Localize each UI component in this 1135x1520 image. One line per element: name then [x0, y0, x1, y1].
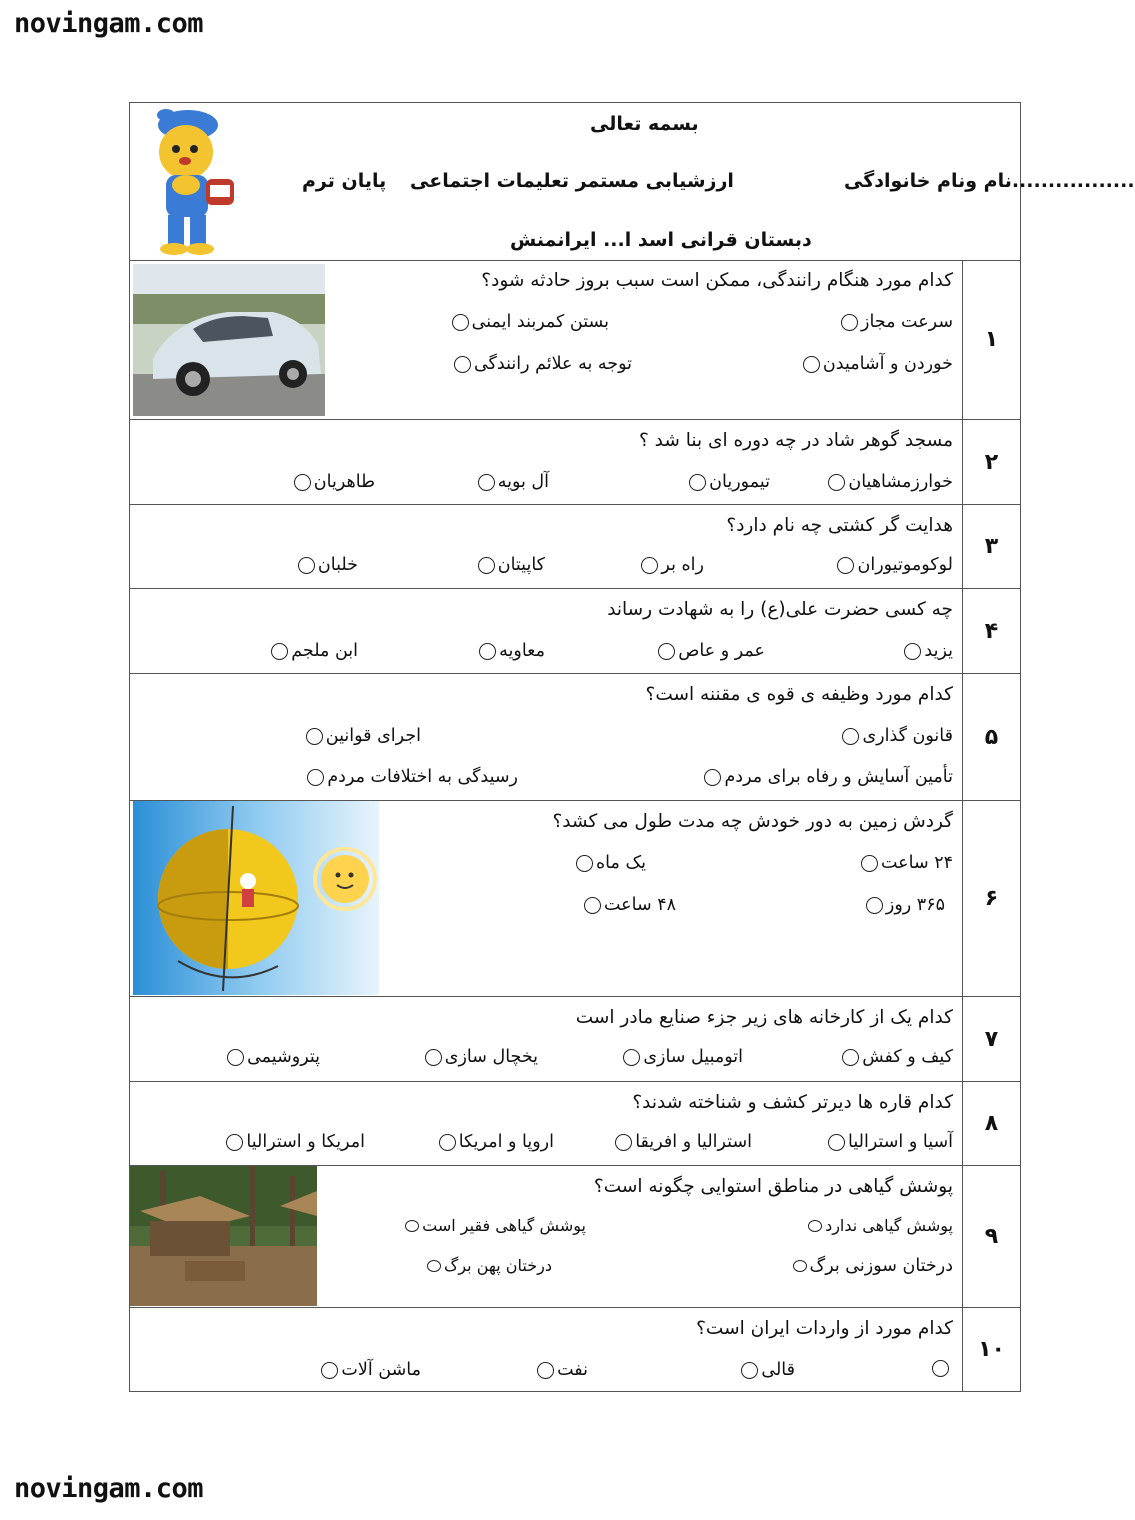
option-label: نفت — [557, 1360, 588, 1380]
option-label: پوشش گیاهی ندارد — [825, 1216, 953, 1235]
option-label: یخچال سازی — [444, 1047, 538, 1067]
option-7d[interactable] — [227, 1047, 320, 1067]
mascot-illustration — [136, 107, 244, 257]
option-5b[interactable] — [306, 726, 421, 746]
option-label: ماشن آلات — [341, 1360, 421, 1380]
option-label: قالی — [761, 1360, 795, 1380]
option-10b[interactable] — [741, 1360, 795, 1380]
option-label: ابن ملجم — [291, 641, 358, 661]
option-label: خوردن و آشامیدن — [822, 354, 953, 374]
answer-circle-icon[interactable] — [226, 1134, 243, 1151]
option-label: ۲۴ ساعت — [881, 853, 953, 873]
question-number: ۱ — [962, 260, 1020, 419]
question-row-7 — [130, 997, 1020, 1082]
answer-circle-icon[interactable] — [842, 728, 859, 745]
option-label: ۴۸ ساعت — [604, 895, 676, 915]
watermark-bottom: novingam.com — [14, 1473, 204, 1504]
option-7c[interactable] — [425, 1047, 538, 1067]
option-10c[interactable] — [537, 1360, 588, 1380]
question-text: پوشش گیاهی در مناطق استوایی چگونه است؟ — [593, 1176, 953, 1197]
answer-circle-icon[interactable] — [623, 1049, 640, 1066]
answer-circle-icon[interactable] — [658, 643, 675, 660]
answer-circle-icon[interactable] — [841, 314, 858, 331]
option-label: درختان پهن برگ — [444, 1256, 552, 1275]
option-label: قانون گذاری — [862, 726, 953, 746]
option-label: توجه به علائم رانندگی — [473, 354, 632, 374]
option-label: استرالیا و افریقا — [635, 1132, 752, 1152]
option-label: آل بویه — [497, 472, 549, 492]
option-label: اروپا و امریکا — [458, 1132, 554, 1152]
answer-circle-icon[interactable] — [641, 557, 658, 574]
question-text: کدام مورد وظیفه ی قوه ی مقننه است؟ — [645, 684, 953, 705]
option-4b[interactable] — [658, 641, 765, 661]
answer-circle-icon[interactable] — [271, 643, 288, 660]
answer-circle-icon[interactable] — [689, 474, 706, 491]
answer-circle-icon[interactable] — [837, 557, 854, 574]
option-label: اجرای قوانین — [325, 726, 421, 746]
answer-circle-icon[interactable] — [576, 855, 593, 872]
option-label: رسیدگی به اختلافات مردم — [327, 767, 518, 787]
option-label: لوکوموتیوران — [857, 555, 953, 575]
question-number: ۶ — [962, 801, 1020, 996]
question-row-8 — [130, 1082, 1020, 1166]
answer-circle-icon[interactable] — [828, 1134, 845, 1151]
option-8d[interactable] — [226, 1132, 365, 1152]
exam-subject: ارزشیابی مستمر تعلیمات اجتماعی — [410, 170, 734, 192]
question-text: کدام مورد هنگام رانندگی، ممکن است سبب بروز حادثه شود؟ — [481, 270, 953, 291]
question-number: ۸ — [962, 1082, 1020, 1165]
answer-circle-icon[interactable] — [425, 1049, 442, 1066]
option-9a[interactable] — [808, 1216, 953, 1235]
tropical-village-image — [130, 1166, 317, 1306]
option-6b[interactable] — [576, 853, 646, 873]
option-label: آسیا و استرالیا — [848, 1132, 953, 1152]
answer-circle-icon[interactable] — [704, 769, 721, 786]
option-label: بستن کمربند ایمنی — [471, 312, 609, 332]
option-3d[interactable] — [298, 555, 358, 575]
answer-circle-icon[interactable] — [478, 474, 495, 491]
earth-rotation-image — [133, 801, 379, 995]
question-row-10 — [130, 1308, 1020, 1391]
option-5d[interactable] — [307, 767, 518, 787]
option-label: خوارزمشاهیان — [848, 472, 953, 492]
answer-circle-icon[interactable] — [405, 1220, 419, 1232]
question-number: ۴ — [962, 589, 1020, 673]
option-2b[interactable] — [689, 472, 770, 492]
option-7b[interactable] — [623, 1047, 743, 1067]
question-number: ۳ — [962, 505, 1020, 588]
question-text: چه کسی حضرت علی(ع) را به شهادت رساند — [607, 599, 953, 620]
exam-header — [130, 103, 1135, 261]
option-6c[interactable] — [866, 895, 945, 915]
option-1b[interactable] — [452, 312, 609, 332]
option-label: درختان سوزنی برگ — [809, 1256, 953, 1276]
answer-circle-icon[interactable] — [904, 643, 921, 660]
option-5a[interactable] — [842, 726, 953, 746]
answer-circle-icon[interactable] — [298, 557, 315, 574]
answer-circle-icon[interactable] — [227, 1049, 244, 1066]
option-6d[interactable] — [584, 895, 676, 915]
option-label: امریکا و استرالیا — [246, 1132, 365, 1152]
option-label: پتروشیمی — [247, 1047, 320, 1067]
option-4d[interactable] — [271, 641, 358, 661]
option-9b[interactable] — [405, 1216, 586, 1235]
question-text: هدایت گر کشتی چه نام دارد؟ — [726, 515, 953, 536]
school-name: دبستان قرانی اسد ا... ایرانمنش — [510, 229, 812, 251]
option-8a[interactable] — [828, 1132, 953, 1152]
option-label: ۳۶۵ روز — [885, 895, 945, 915]
option-3b[interactable] — [641, 555, 704, 575]
option-10a[interactable] — [932, 1360, 952, 1377]
exam-sheet — [129, 102, 1135, 1392]
student-name-line: نام ونام خانوادگی................. — [844, 170, 1135, 192]
answer-circle-icon[interactable] — [439, 1134, 456, 1151]
question-number: ۱۰ — [962, 1308, 1020, 1391]
option-label: تأمین آسایش و رفاه برای مردم — [724, 767, 953, 787]
option-label: سرعت مجاز — [861, 312, 953, 332]
exam-term: پایان ترم — [302, 170, 387, 192]
option-4a[interactable] — [904, 641, 953, 661]
question-number: ۲ — [962, 420, 1020, 504]
option-label: یزید — [924, 641, 953, 661]
answer-circle-icon[interactable] — [741, 1362, 758, 1379]
answer-circle-icon[interactable] — [294, 474, 311, 491]
answer-circle-icon[interactable] — [454, 356, 471, 373]
answer-circle-icon[interactable] — [584, 897, 601, 914]
question-row-4 — [130, 589, 1020, 674]
option-3a[interactable] — [837, 555, 953, 575]
answer-circle-icon[interactable] — [478, 557, 495, 574]
answer-circle-icon[interactable] — [615, 1134, 632, 1151]
option-5c[interactable] — [704, 767, 953, 787]
option-label: تیموریان — [709, 472, 770, 492]
question-row-5 — [130, 674, 1020, 801]
answer-circle-icon[interactable] — [803, 356, 820, 373]
answer-circle-icon[interactable] — [306, 728, 323, 745]
option-1a[interactable] — [841, 312, 953, 332]
answer-circle-icon[interactable] — [861, 855, 878, 872]
option-3c[interactable] — [478, 555, 545, 575]
answer-circle-icon[interactable] — [932, 1360, 949, 1377]
option-9c[interactable] — [793, 1256, 953, 1276]
question-row-3 — [130, 505, 1020, 589]
option-2a[interactable] — [828, 472, 953, 492]
option-8b[interactable] — [615, 1132, 752, 1152]
answer-circle-icon[interactable] — [537, 1362, 554, 1379]
option-label: خلبان — [317, 555, 358, 575]
watermark-top: novingam.com — [14, 8, 204, 39]
question-row-9 — [130, 1166, 1020, 1308]
option-label: معاویه — [499, 641, 545, 661]
option-label: اتومبیل سازی — [643, 1047, 743, 1067]
option-6a[interactable] — [861, 853, 953, 873]
option-9d[interactable] — [427, 1256, 552, 1275]
question-number: ۹ — [962, 1166, 1020, 1307]
question-row-2 — [130, 420, 1020, 505]
answer-circle-icon[interactable] — [427, 1260, 441, 1272]
question-text: کدام مورد از واردات ایران است؟ — [696, 1318, 953, 1339]
answer-circle-icon[interactable] — [866, 897, 883, 914]
option-label: کاپیتان — [497, 555, 545, 575]
option-label: کیف و کفش — [862, 1047, 953, 1067]
option-8c[interactable] — [439, 1132, 554, 1152]
header-title: بسمه تعالی — [590, 113, 699, 135]
option-1c[interactable] — [803, 354, 953, 374]
question-number: ۵ — [962, 674, 1020, 800]
answer-circle-icon[interactable] — [828, 474, 845, 491]
answer-circle-icon[interactable] — [793, 1260, 807, 1272]
answer-circle-icon[interactable] — [307, 769, 324, 786]
option-label: طاهریان — [313, 472, 375, 492]
question-number: ۷ — [962, 997, 1020, 1081]
question-row-1 — [130, 260, 1020, 420]
option-2c[interactable] — [478, 472, 549, 492]
question-text: مسجد گوهر شاد در چه دوره ای بنا شد ؟ — [638, 430, 953, 451]
option-1d[interactable] — [454, 354, 632, 374]
question-text: گردش زمین به دور خودش چه مدت طول می کشد؟ — [552, 811, 953, 832]
question-text: کدام یک از کارخانه های زیر جزء صنایع مادر است — [575, 1007, 953, 1028]
option-2d[interactable] — [294, 472, 375, 492]
option-label: یک ماه — [596, 853, 646, 873]
question-text: کدام قاره ها دیرتر کشف و شناخته شدند؟ — [632, 1092, 953, 1113]
option-label: پوشش گیاهی فقیر است — [422, 1216, 586, 1235]
option-label: عمر و عاص — [678, 641, 765, 661]
option-10d[interactable] — [321, 1360, 421, 1380]
question-row-6 — [130, 801, 1020, 997]
option-4c[interactable] — [479, 641, 545, 661]
answer-circle-icon[interactable] — [452, 314, 469, 331]
car-image — [133, 264, 325, 416]
answer-circle-icon[interactable] — [479, 643, 496, 660]
option-label: راه بر — [661, 555, 704, 575]
answer-circle-icon[interactable] — [808, 1220, 822, 1232]
answer-circle-icon[interactable] — [842, 1049, 859, 1066]
answer-circle-icon[interactable] — [321, 1362, 338, 1379]
option-7a[interactable] — [842, 1047, 953, 1067]
